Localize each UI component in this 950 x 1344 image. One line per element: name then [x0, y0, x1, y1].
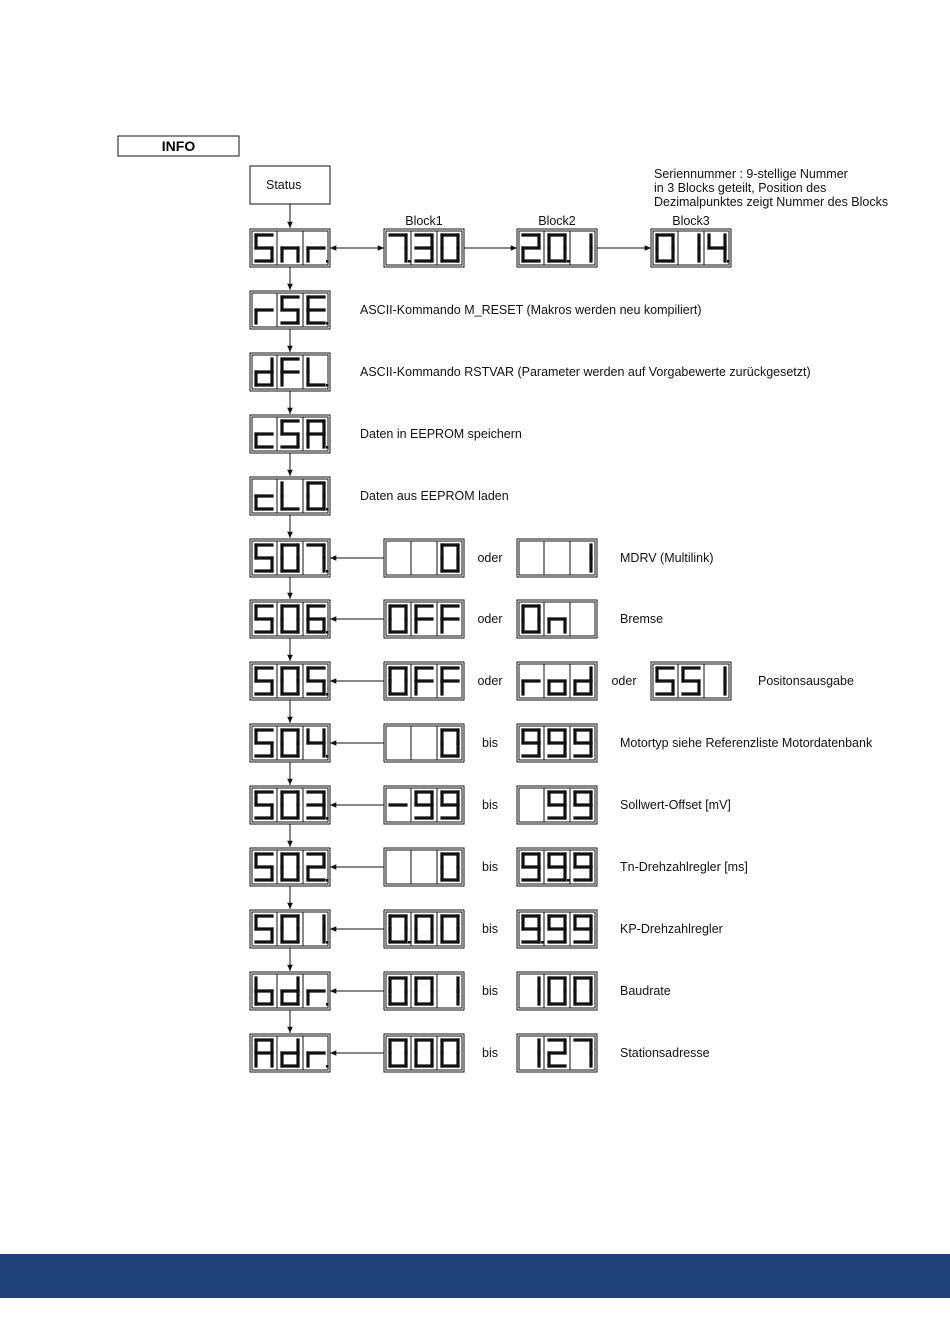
main-display-clo [250, 477, 330, 515]
row-snr [250, 214, 731, 267]
row-description: ASCII-Kommando M_RESET (Makros werden neu kompiliert) [360, 303, 702, 317]
value-display-2 [517, 724, 597, 762]
row-s03 [250, 786, 731, 824]
serial-note-line-2: in 3 Blocks geteilt, Position des [654, 181, 827, 195]
value-display-1 [384, 1034, 464, 1072]
row-description: Motortyp siehe Referenzliste Motordatenbank [620, 736, 873, 750]
main-display-s02 [250, 848, 330, 886]
row-description: Tn-Drehzahlregler [ms] [620, 860, 748, 874]
decimal-point [326, 1065, 329, 1068]
value-display-2 [517, 910, 597, 948]
row-description: Stationsadresse [620, 1046, 710, 1060]
status-box [250, 166, 330, 204]
serial-note [654, 167, 888, 209]
row-s01 [250, 910, 723, 948]
value-display-1 [384, 972, 464, 1010]
main-display-s03 [250, 786, 330, 824]
value-display-2 [517, 786, 597, 824]
main-display-s04 [250, 724, 330, 762]
row-description: Sollwert-Offset [mV] [620, 798, 731, 812]
main-display-s05 [250, 662, 330, 700]
decimal-point [326, 1003, 329, 1006]
value-display-2 [517, 972, 597, 1010]
decimal-point [326, 755, 329, 758]
main-display-adr [250, 1034, 330, 1072]
row-s05 [250, 662, 854, 700]
decimal-point [326, 879, 329, 882]
value-display-3 [651, 662, 731, 700]
range-word: oder [477, 612, 503, 626]
decimal-point [727, 260, 730, 263]
row-s04 [250, 724, 873, 762]
value-display-2 [517, 848, 597, 886]
value-display-1 [384, 786, 464, 824]
value-display-1 [384, 539, 464, 577]
menu-rows [250, 214, 873, 1072]
range-word: bis [482, 1046, 498, 1060]
decimal-point [326, 446, 329, 449]
serial-block-label: Block3 [672, 214, 710, 228]
info-header [118, 136, 239, 156]
footer-bar [0, 1254, 950, 1298]
decimal-point [326, 508, 329, 511]
decimal-point [541, 941, 544, 944]
value-display-2 [517, 662, 597, 700]
serial-block-label: Block1 [405, 214, 443, 228]
main-display-s06 [250, 600, 330, 638]
row-s02 [250, 848, 748, 886]
main-display-snr [250, 229, 330, 267]
row-s07 [250, 539, 714, 577]
value-display-1 [384, 600, 464, 638]
row-description: Positonsausgabe [758, 674, 854, 688]
row-description: Bremse [620, 612, 664, 626]
decimal-point [326, 570, 329, 573]
row-description: MDRV (Multilink) [620, 551, 714, 565]
value-display-1 [384, 662, 464, 700]
row-description: Baudrate [620, 984, 671, 998]
range-word: bis [482, 798, 498, 812]
row-description: KP-Drehzahlregler [620, 922, 723, 936]
range-word: oder [611, 674, 637, 688]
row-dfl [250, 353, 811, 391]
main-display-bdr [250, 972, 330, 1010]
row-s06 [250, 600, 663, 638]
decimal-point [326, 693, 329, 696]
value-display-1 [384, 910, 464, 948]
range-word: bis [482, 922, 498, 936]
main-display-s07 [250, 539, 330, 577]
decimal-point [326, 384, 329, 387]
row-adr [250, 1034, 710, 1072]
serial-display-block2 [517, 229, 597, 267]
serial-display-block1 [384, 229, 464, 267]
decimal-point [567, 879, 570, 882]
info-title: INFO [161, 138, 196, 154]
serial-note-line-3: Dezimalpunktes zeigt Nummer des Blocks [654, 195, 889, 209]
value-display-2 [517, 539, 597, 577]
range-word: bis [482, 860, 498, 874]
main-display-s01 [250, 910, 330, 948]
decimal-point [326, 817, 329, 820]
row-clo [250, 477, 509, 515]
row-rse [250, 291, 702, 329]
range-word: oder [477, 674, 503, 688]
main-display-csa [250, 415, 330, 453]
range-word: bis [482, 984, 498, 998]
decimal-point [408, 941, 411, 944]
value-display-1 [384, 848, 464, 886]
decimal-point [326, 260, 329, 263]
serial-note-line-1: Seriennummer : 9-stellige Nummer [654, 167, 848, 181]
serial-block-label: Block2 [538, 214, 576, 228]
row-description: ASCII-Kommando RSTVAR (Parameter werden auf Vorgabewerte zurückgesetzt) [360, 365, 811, 379]
value-display-1 [384, 724, 464, 762]
row-description: Daten in EEPROM speichern [360, 427, 522, 441]
row-csa [250, 415, 522, 453]
value-display-2 [517, 1034, 597, 1072]
decimal-point [326, 941, 329, 944]
range-word: oder [477, 551, 503, 565]
value-display-2 [517, 600, 597, 638]
decimal-point [567, 260, 570, 263]
decimal-point [326, 322, 329, 325]
row-description: Daten aus EEPROM laden [360, 489, 509, 503]
range-word: bis [482, 736, 498, 750]
status-label: Status [266, 178, 302, 192]
row-bdr [250, 972, 671, 1010]
decimal-point [408, 260, 411, 263]
serial-display-block3 [651, 229, 731, 267]
main-display-dfl [250, 353, 330, 391]
main-display-rse [250, 291, 330, 329]
decimal-point [326, 631, 329, 634]
